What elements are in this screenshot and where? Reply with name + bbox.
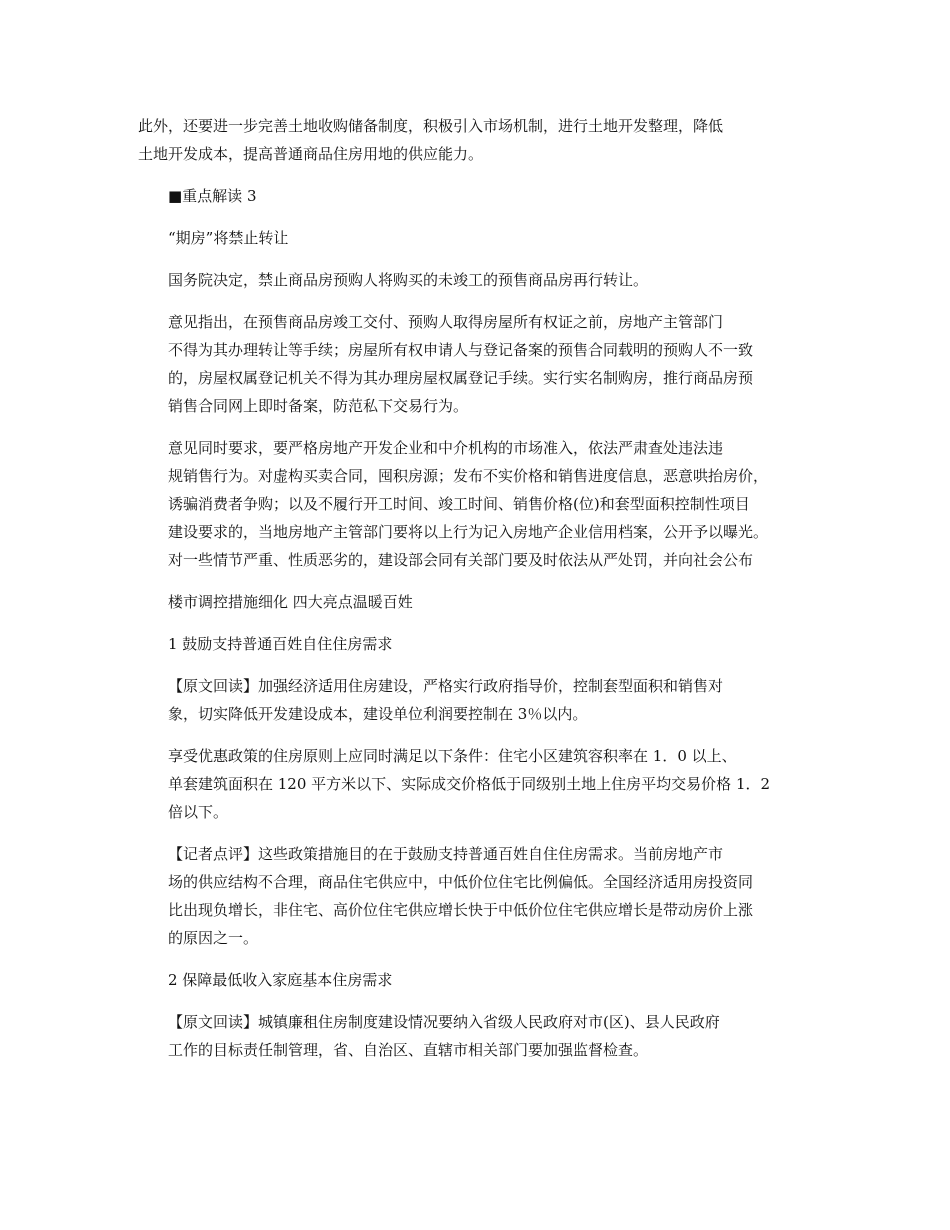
text-line: 2 保障最低收入家庭基本住房需求 [168, 971, 393, 989]
text-line: 不得为其办理转让等手续；房屋所有权申请人与登记备案的预售合同载明的预购人不一致 [168, 341, 754, 359]
text-line: 的原因之一。 [168, 929, 259, 947]
document-body [138, 112, 818, 1078]
paragraph-p12 [138, 966, 818, 994]
text-line: 象，切实降低开发建设成本，建设单位利润要控制在 3％以内。 [168, 705, 588, 723]
paragraph-p9 [138, 672, 818, 728]
paragraph-p2 [138, 182, 818, 210]
paragraph-p8 [138, 630, 818, 658]
text-line: 规销售行为。对虚构买卖合同，囤积房源；发布不实价格和销售进度信息，恶意哄抬房价， [168, 467, 769, 485]
text-line: 【原文回读】加强经济适用住房建设，严格实行政府指导价，控制套型面积和销售对 [168, 677, 724, 695]
text-line: 楼市调控措施细化 四大亮点温暖百姓 [168, 593, 413, 611]
paragraph-p3 [138, 224, 818, 252]
text-line: 比出现负增长，非住宅、高价位住宅供应增长快于中低价位住宅供应增长是带动房价上涨 [168, 901, 754, 919]
text-line: 的，房屋权属登记机关不得为其办理房屋权属登记手续。实行实名制购房，推行商品房预 [168, 369, 754, 387]
text-line: 享受优惠政策的住房原则上应同时满足以下条件：住宅小区建筑容积率在 1．0 以上、 [168, 747, 737, 765]
text-line: 意见同时要求，要严格房地产开发企业和中介机构的市场准入，依法严肃查处违法违 [168, 439, 724, 457]
text-line: 土地开发成本，提高普通商品住房用地的供应能力。 [138, 145, 484, 163]
text-line: 倍以下。 [168, 803, 229, 821]
text-line: 场的供应结构不合理，商品住宅供应中，中低价位住宅比例偏低。全国经济适用房投资同 [168, 873, 754, 891]
text-line: 诱骗消费者争购；以及不履行开工时间、竣工时间、销售价格(位)和套型面积控制性项目 [168, 495, 750, 513]
paragraph-p4 [138, 266, 818, 294]
text-line: 工作的目标责任制管理，省、自治区、直辖市相关部门要加强监督检查。 [168, 1041, 649, 1059]
paragraph-p13 [138, 1008, 818, 1064]
text-line: 1 鼓励支持普通百姓自住住房需求 [168, 635, 393, 653]
paragraph-p6 [138, 434, 818, 574]
paragraph-p11 [138, 840, 818, 952]
text-line: 此外，还要进一步完善土地收购储备制度，积极引入市场机制，进行土地开发整理，降低 [138, 117, 724, 135]
text-line: 【记者点评】这些政策措施目的在于鼓励支持普通百姓自住住房需求。当前房地产市 [168, 845, 724, 863]
text-line: 意见指出，在预售商品房竣工交付、预购人取得房屋所有权证之前，房地产主管部门 [168, 313, 724, 331]
paragraph-p5 [138, 308, 818, 420]
text-line: 建设要求的，当地房地产主管部门要将以上行为记入房地产企业信用档案，公开予以曝光。 [168, 523, 769, 541]
paragraph-p7 [138, 588, 818, 616]
text-line: 单套建筑面积在 120 平方米以下、实际成交价格低于同级别土地上住房平均交易价格 1．2 [168, 775, 771, 793]
text-line: 销售合同网上即时备案，防范私下交易行为。 [168, 397, 469, 415]
text-line: 对一些情节严重、性质恶劣的，建设部会同有关部门要及时依法从严处罚，并向社会公布 [168, 551, 754, 569]
text-line: “期房”将禁止转让 [168, 229, 289, 247]
text-line: 国务院决定，禁止商品房预购人将购买的未竣工的预售商品房再行转让。 [168, 271, 649, 289]
text-line: ■重点解读 3 [168, 187, 257, 205]
paragraph-p1 [138, 112, 818, 168]
paragraph-p10 [138, 742, 818, 826]
text-line: 【原文回读】城镇廉租住房制度建设情况要纳入省级人民政府对市(区)、县人民政府 [168, 1013, 720, 1031]
